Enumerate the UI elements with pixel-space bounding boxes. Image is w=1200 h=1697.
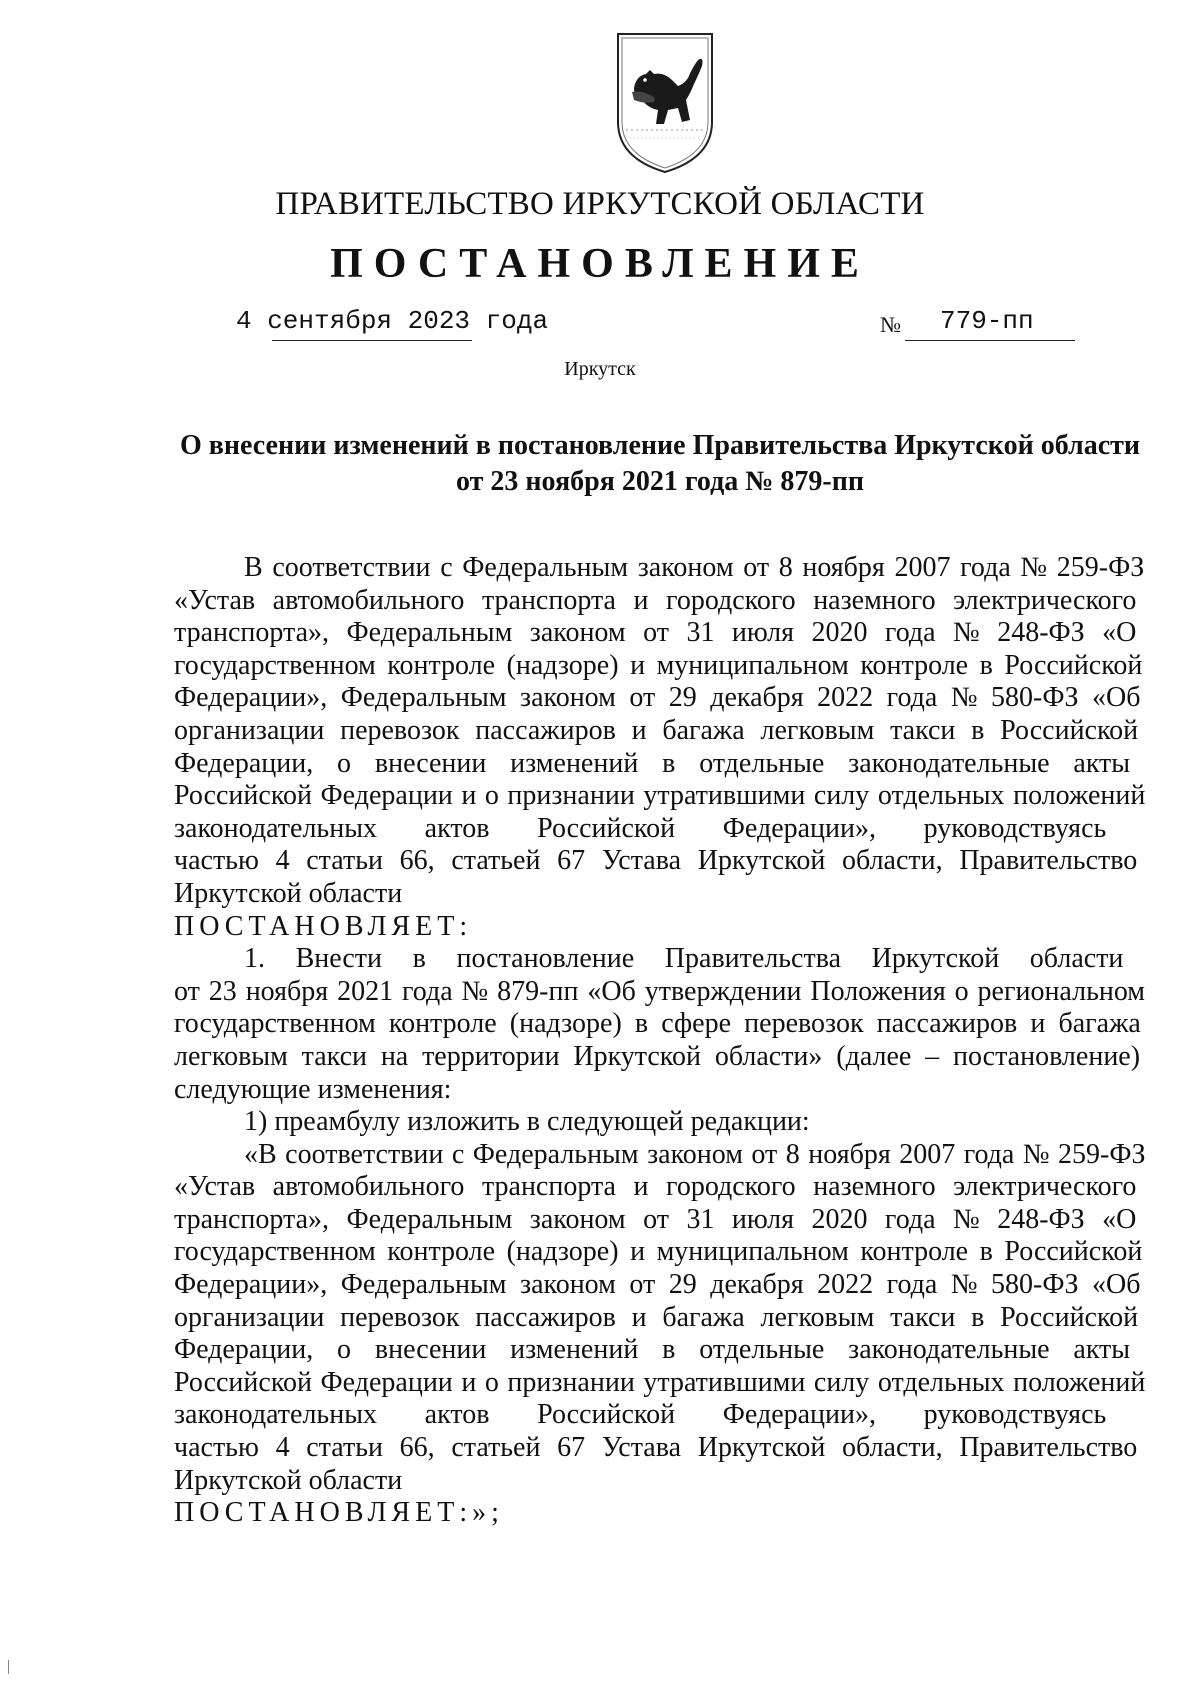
- body-line: частью 4 статьи 66, статьей 67 Устава Иркутской области, Правительство: [174, 845, 1138, 877]
- date-underline: [272, 340, 472, 341]
- quoted-line: законодательных актов Российской Федерации», руководствуясь: [174, 1399, 1107, 1431]
- body-line: транспорта», Федеральным законом от 31 июля 2020 года № 248-ФЗ «О: [174, 617, 1137, 649]
- government-title: ПРАВИТЕЛЬСТВО ИРКУТСКОЙ ОБЛАСТИ: [275, 186, 925, 222]
- body-line: В соответствии с Федеральным законом от 8 ноября 2007 года № 259-ФЗ: [244, 552, 1145, 583]
- quoted-line: Федерации, о внесении изменений в отдельные законодательные акты: [174, 1334, 1131, 1366]
- subject-line: от 23 ноября 2021 года № 879-пп: [456, 466, 864, 497]
- document-number: 779-пп: [940, 306, 1034, 336]
- quoted-line: «В соответствии с Федеральным законом от 8 ноября 2007 года № 259-ФЗ: [244, 1138, 1146, 1170]
- item-line: государственном контроле (надзоре) в сфере перевозок пассажиров и багажа: [174, 1008, 1141, 1040]
- item-line: следующие изменения:: [174, 1073, 452, 1105]
- resolves-heading: ПОСТАНОВЛЯЕТ:: [174, 910, 473, 942]
- document-subject: [140, 428, 1180, 500]
- quoted-line: Иркутской области: [174, 1464, 403, 1496]
- document-date: 4 сентября 2023 года: [236, 306, 549, 336]
- body-line: Федерации», Федеральным законом от 29 декабря 2022 года № 580-ФЗ «Об: [174, 682, 1141, 714]
- quoted-line: организации перевозок пассажиров и багажа легковым такси в Российской: [174, 1301, 1139, 1333]
- document-body: [174, 552, 1154, 1530]
- quoted-line: «Устав автомобильного транспорта и городского наземного электрического: [174, 1171, 1137, 1203]
- city-name: Иркутск: [564, 358, 636, 380]
- body-line: Федерации, о внесении изменений в отдельные законодательные акты: [174, 747, 1131, 779]
- body-line: Российской Федерации и о признании утратившими силу отдельных положений: [174, 780, 1146, 812]
- body-line: государственном контроле (надзоре) и муниципальном контроле в Российской: [174, 649, 1143, 681]
- item-line: от 23 ноября 2021 года № 879-пп «Об утверждении Положения о региональном: [174, 975, 1146, 1007]
- item-line: 1. Внести в постановление Правительства Иркутской области: [244, 943, 1124, 975]
- quoted-line: транспорта», Федеральным законом от 31 июля 2020 года № 248-ФЗ «О: [174, 1203, 1137, 1235]
- body-line: Иркутской области: [174, 877, 403, 909]
- document-type-heading: ПОСТАНОВЛЕНИЕ: [330, 241, 870, 287]
- subject-line: О внесении изменений в постановление Правительства Иркутской области: [179, 430, 1141, 461]
- body-line: законодательных актов Российской Федерации», руководствуясь: [174, 812, 1107, 844]
- body-line: «Устав автомобильного транспорта и городского наземного электрического: [174, 584, 1137, 616]
- subitem-line: 1) преамбулу изложить в следующей редакции:: [244, 1106, 810, 1138]
- scan-margin-mark: [8, 1660, 9, 1674]
- quoted-line: Федерации», Федеральным законом от 29 декабря 2022 года № 580-ФЗ «Об: [174, 1269, 1141, 1301]
- number-underline: [905, 340, 1075, 341]
- body-line: организации перевозок пассажиров и багажа легковым такси в Российской: [174, 714, 1139, 746]
- coat-of-arms-icon: [612, 30, 718, 176]
- quoted-line: государственном контроле (надзоре) и муниципальном контроле в Российской: [174, 1236, 1143, 1268]
- quoted-line: частью 4 статьи 66, статьей 67 Устава Иркутской области, Правительство: [174, 1432, 1138, 1464]
- item-line: легковым такси на территории Иркутской области» (далее – постановление): [174, 1040, 1141, 1072]
- quoted-resolves-heading: ПОСТАНОВЛЯЕТ:»;: [174, 1497, 504, 1529]
- quoted-line: Российской Федерации и о признании утратившими силу отдельных положений: [174, 1366, 1146, 1398]
- number-label: №: [880, 312, 901, 337]
